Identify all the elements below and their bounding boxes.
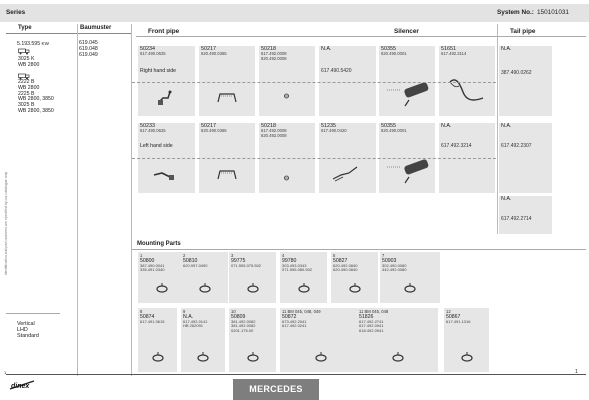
footer-rule xyxy=(6,374,586,375)
mp-code: 50800 xyxy=(140,258,155,264)
gasket-drawing-2 xyxy=(283,175,290,181)
mp-drawing-icon xyxy=(314,350,328,364)
type-header-rule xyxy=(6,33,131,34)
part-cell-r1-c7[interactable]: N.A. 387.490.0262 xyxy=(499,46,552,116)
mp-sub: 617.491.1316 xyxy=(446,319,471,324)
mp-code: 50867 xyxy=(446,314,461,320)
mp-sub: 617.492.2741 617.492.0941 618.492.0941 xyxy=(359,319,384,333)
mp-sub: 303.493.0343 071.555.080.502 xyxy=(282,263,313,273)
mounting-part-5[interactable] xyxy=(331,252,378,303)
mp-sub: 620.492.0840 620.490.0840 xyxy=(333,263,358,273)
part-cell-r2-c4[interactable]: 51235 617.490.0420 xyxy=(319,123,376,193)
mounting-rule xyxy=(132,249,586,250)
series-label: Series xyxy=(6,9,26,16)
type-line1: 5.193.595 KW xyxy=(17,41,49,47)
page-number: 1 xyxy=(575,369,578,375)
clamp-drawing-2 xyxy=(217,169,237,181)
part-cell-r1-c6[interactable]: 51651 617.492.3114 xyxy=(439,46,495,116)
svg-text:dinex: dinex xyxy=(11,383,30,390)
mp-drawing-icon xyxy=(391,350,405,364)
tail-col-separator xyxy=(497,24,498,234)
mounting-part-3[interactable] xyxy=(229,252,276,303)
mp-code: 99780 xyxy=(282,258,297,264)
mp-sub: 617.492.0141 HB 262091 xyxy=(183,319,208,329)
baumuster-list xyxy=(79,40,98,58)
mounting-part-2[interactable] xyxy=(181,252,228,303)
mounting-part-10[interactable] xyxy=(280,308,361,372)
mp-num: 11 BM 045, 048, 049 xyxy=(282,309,321,314)
mounting-part-6[interactable] xyxy=(380,252,440,303)
row2-connector xyxy=(132,158,496,159)
gasket-drawing xyxy=(283,93,290,99)
mp-sub: 617.491.0615 xyxy=(140,319,165,324)
mp-code: 50827 xyxy=(333,258,348,264)
part-cell-r2-c5[interactable]: 50355 620.490.0001 xyxy=(379,123,435,193)
side-note: Identification and part numbers are specified by our catalogue only xyxy=(4,171,8,275)
mp-drawing-icon xyxy=(403,281,417,295)
mounting-part-8[interactable] xyxy=(181,308,225,372)
part-cell-r2-c7[interactable]: N.A. 617.492.2307 xyxy=(499,123,552,193)
type-col-separator xyxy=(77,24,78,376)
mp-sub: 673.492.2041 617.492.0241 xyxy=(282,319,307,329)
part-cell-r1-c3[interactable]: 50218 617.492.0008 620.492.0008 xyxy=(259,46,315,116)
mp-num: 2 xyxy=(183,253,186,258)
mp-num: 11 BM 045, 048 xyxy=(359,309,389,314)
mp-code: N.A. xyxy=(183,314,194,320)
tail-bend-drawing xyxy=(447,72,487,106)
side-right: Right hand side xyxy=(140,68,177,74)
part-cell-r1-c5[interactable]: 50355 620.490.0001 xyxy=(379,46,435,116)
dinex-logo xyxy=(8,379,36,393)
kw-label: KW xyxy=(41,41,49,46)
mp-drawing-icon xyxy=(297,281,311,295)
mp-drawing-icon xyxy=(155,281,169,295)
mounting-part-9[interactable] xyxy=(229,308,276,372)
baumuster-col-separator xyxy=(131,24,132,376)
vehicle-info: Vertical LHD Standard xyxy=(17,321,39,340)
mounting-title: Mounting Parts xyxy=(137,241,181,247)
mp-code: 50903 xyxy=(382,258,397,264)
mp-drawing-icon xyxy=(198,281,212,295)
mp-code: 50874 xyxy=(140,314,155,320)
mp-num: 9 xyxy=(183,309,186,314)
mp-drawing-icon xyxy=(246,350,260,364)
mp-code: 51826 xyxy=(359,314,374,320)
part-cell-r1-c2[interactable]: 50217 620.490.0365 xyxy=(199,46,255,116)
front-pipe-left-drawing xyxy=(152,167,176,183)
col-baumuster: Baumuster xyxy=(80,25,112,31)
col-tail-pipe: Tail pipe xyxy=(510,28,536,35)
model-list: 2222 B WB 2800 2225 B WB 2800, 3850 3025 B WB 2800, 3850 xyxy=(18,79,54,114)
parts-header-rule xyxy=(136,36,586,37)
mp-num: 8 xyxy=(140,309,143,314)
clamp-drawing xyxy=(217,92,237,104)
mp-code: 99775 xyxy=(231,258,246,264)
part-cell-r3-c7[interactable]: N.A. 617.492.2714 xyxy=(499,196,552,234)
mounting-part-11[interactable] xyxy=(357,308,438,372)
system-number: 150101031 xyxy=(537,9,569,16)
part-cell-r1-c4[interactable]: N.A. 617.490.5420 xyxy=(319,46,376,116)
mp-num: 3 xyxy=(231,253,234,258)
mp-num: 4 xyxy=(282,253,285,258)
part-cell-r2-c3[interactable]: 50218 617.492.0008 620.492.0008 xyxy=(259,123,315,193)
part-cell-r1-c1[interactable]: 50234 617.490.0625 Right hand side xyxy=(138,46,195,116)
mp-num: 1 xyxy=(140,253,143,258)
col-front-pipe: Front pipe xyxy=(148,28,180,35)
silencer-drawing-2 xyxy=(383,147,433,187)
baumuster-3: 619.049 xyxy=(79,52,98,58)
mp-drawing-icon xyxy=(460,350,474,364)
baumuster-1: 619.045 xyxy=(79,40,98,46)
front-pipe-drawing xyxy=(156,86,178,108)
mp-sub: 071.555.075.502 xyxy=(231,263,262,268)
part-cell-r2-c2[interactable]: 50217 620.490.0365 xyxy=(199,123,255,193)
mp-code: 50810 xyxy=(183,258,198,264)
mp-drawing-icon xyxy=(246,281,260,295)
silencer-drawing xyxy=(383,70,433,110)
info-rule xyxy=(6,313,60,314)
mp-drawing-icon xyxy=(196,350,210,364)
system-label: System No.: xyxy=(497,9,534,16)
row1-connector xyxy=(132,82,496,83)
mp-num: 7 xyxy=(382,253,385,258)
baumuster-2: 619.048 xyxy=(79,46,98,52)
mp-drawing-icon xyxy=(348,281,362,295)
mp-sub: 381.492.0082 381.492.0082 0201.175.00 xyxy=(231,319,256,333)
part-cell-r2-c6[interactable]: N.A. 617.492.3214 xyxy=(439,123,495,193)
intermediate-pipe-drawing xyxy=(331,165,359,183)
mp-code: 50809 xyxy=(231,314,246,320)
corner-mark-left: 1 xyxy=(4,370,7,375)
mp-num: 12 xyxy=(446,309,451,314)
mounting-part-1[interactable] xyxy=(138,252,185,303)
mp-num: 5 xyxy=(333,253,336,258)
mounting-part-7[interactable] xyxy=(138,308,177,372)
mp-sub: 387.490.0041 335.491.0340 xyxy=(140,263,165,273)
mounting-part-12[interactable] xyxy=(444,308,489,372)
mp-sub: 302.490.0080 442.492.0080 xyxy=(382,263,407,273)
mp-num: 10 xyxy=(231,309,236,314)
footer-brand: MERCEDES xyxy=(233,379,319,400)
model-1: 3025 K WB 2800 xyxy=(18,56,40,68)
col-silencer: Silencer xyxy=(394,28,419,35)
side-left: Left hand side xyxy=(140,143,173,149)
col-type: Type xyxy=(18,25,32,31)
part-cell-r2-c1[interactable]: 50233 617.490.0625 Left hand side xyxy=(138,123,195,193)
mp-sub: 620.997.0490 xyxy=(183,263,208,268)
mp-drawing-icon xyxy=(151,350,165,364)
mp-code: 50872 xyxy=(282,314,297,320)
mounting-part-4[interactable] xyxy=(280,252,327,303)
